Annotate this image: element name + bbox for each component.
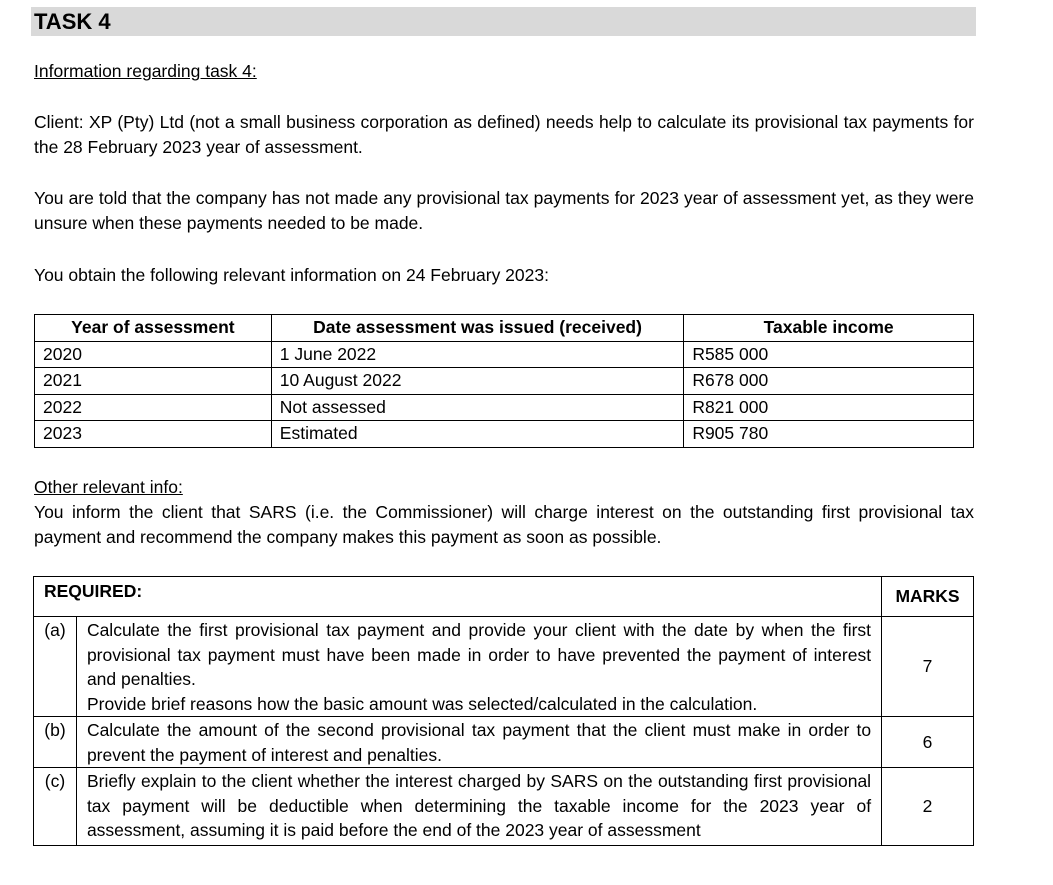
item-label-a: (a) [34,617,77,717]
cell-year: 2020 [35,341,272,368]
cell-date: 1 June 2022 [271,341,684,368]
assessment-table [34,314,974,448]
required-header-row [34,577,974,617]
cell-income: R585 000 [684,341,974,368]
task-title: TASK 4 [34,9,111,34]
table-row [35,394,974,421]
cell-year: 2023 [35,421,272,448]
other-info-paragraph: You inform the client that SARS (i.e. the Commissioner) will charge interest on the outstanding first provisional tax payment and recommend the company makes this payment as soon as possible. [34,502,974,547]
cell-income: R905 780 [684,421,974,448]
item-label-c: (c) [34,768,77,846]
item-text-a-cell [76,617,881,717]
item-marks-c: 2 [882,768,974,846]
client-paragraph: Client: XP (Pty) Ltd (not a small business corporation as defined) needs help to calculate its provisional tax payments for the 28 February 2023 year of assessment. [34,112,974,157]
item-label-b: (b) [34,717,77,768]
item-text-c: Briefly explain to the client whether the interest charged by SARS on the outstanding first provisional tax payment will be deductible when determining the taxable income for the 2023 year of assessment, assuming it is paid before the end of the 2023 year of assessment [76,768,881,846]
table-header-row [35,315,974,342]
item-text-b: Calculate the amount of the second provisional tax payment that the client must make in order to prevent the payment of interest and penalties. [76,717,881,768]
table-row [35,368,974,395]
cell-year: 2022 [35,394,272,421]
cell-date: 10 August 2022 [271,368,684,395]
item-text-a-reasons: Provide brief reasons how the basic amount was selected/calculated in the calculation. [86,693,758,714]
item-marks-a: 7 [882,617,974,717]
col-header-income: Taxable income [684,315,974,342]
item-marks-b: 6 [882,717,974,768]
task-title-bar [31,7,976,36]
col-header-date: Date assessment was issued (received) [271,315,684,342]
cell-date: Estimated [271,421,684,448]
cell-year: 2021 [35,368,272,395]
info-heading: Information regarding task 4: [34,61,257,81]
cell-income: R821 000 [684,394,974,421]
required-heading: REQUIRED: [34,577,882,617]
required-table [33,576,974,846]
obtain-paragraph: You obtain the following relevant information on 24 February 2023: [34,265,549,285]
payments-paragraph: You are told that the company has not made any provisional tax payments for 2023 year of assessment yet, as they were unsure when these payments needed to be made. [34,188,974,233]
item-text-a: Calculate the first provisional tax payment and provide your client with the date by when the first provisional tax payment must have been made in order to have prevented the payment of interest and penalties. [86,620,872,689]
cell-date: Not assessed [271,394,684,421]
table-row [35,421,974,448]
required-item-b [34,717,974,768]
required-item-c [34,768,974,846]
col-header-year: Year of assessment [35,315,272,342]
table-row [35,341,974,368]
required-item-a [34,617,974,717]
marks-heading: MARKS [882,577,974,617]
other-info-heading: Other relevant info: [34,477,183,497]
cell-income: R678 000 [684,368,974,395]
